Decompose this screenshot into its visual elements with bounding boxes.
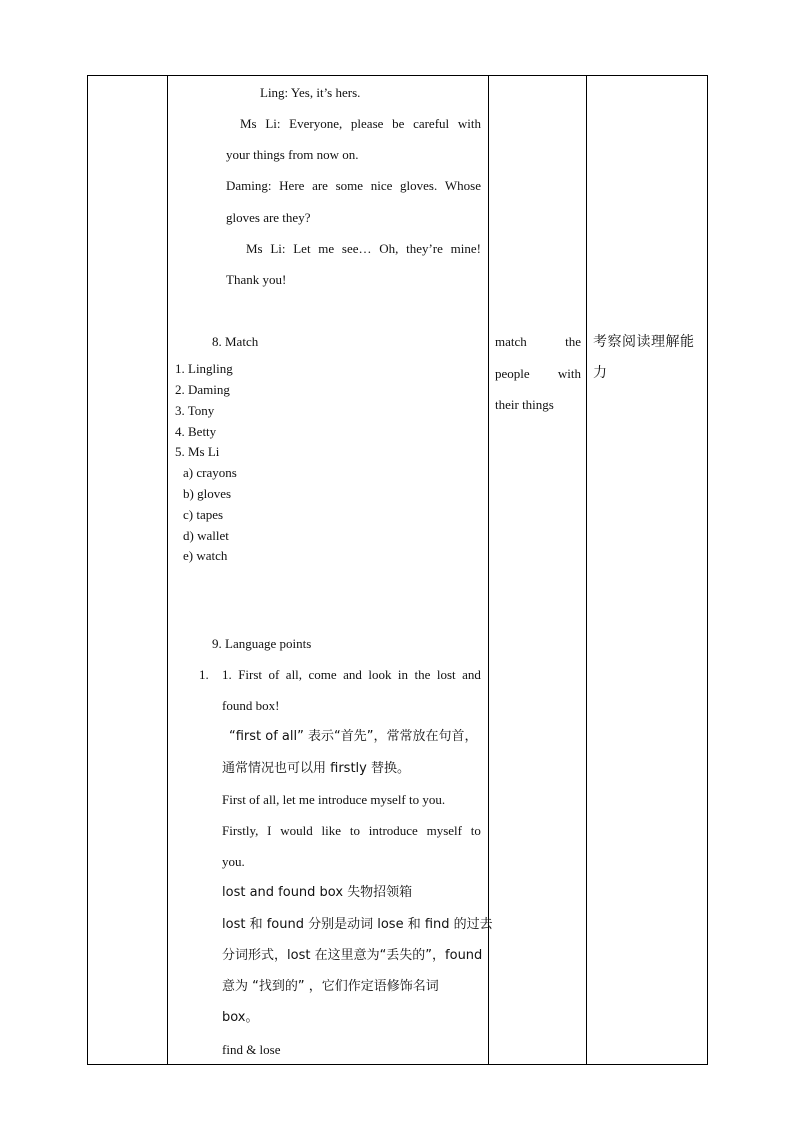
word: and bbox=[462, 667, 481, 682]
explanation-first-of-all-cont: 通常情况也可以用 firstly 替换。 bbox=[222, 761, 410, 776]
word: Whose bbox=[444, 178, 481, 193]
explanation-lost-found: lost 和 found 分别是动词 lose 和 find 的过去 bbox=[222, 917, 493, 932]
list-item: b) gloves bbox=[183, 486, 232, 501]
word: Everyone, bbox=[289, 116, 343, 131]
word: people bbox=[495, 366, 530, 381]
dialogue-line-ling: Ling: Yes, it’s hers. bbox=[260, 85, 361, 100]
word: to bbox=[349, 823, 360, 838]
teaching-content-cell bbox=[168, 76, 493, 1065]
list-item: 2. Daming bbox=[175, 382, 230, 397]
word: Li: bbox=[270, 241, 286, 256]
word: lost bbox=[436, 667, 456, 682]
word: in bbox=[397, 667, 409, 682]
word: Let bbox=[293, 241, 311, 256]
word: myself bbox=[426, 823, 462, 838]
list-item: 1. Lingling bbox=[175, 361, 233, 376]
language-point-number: 1. bbox=[199, 667, 209, 682]
word: please bbox=[350, 116, 384, 131]
lesson-plan-table bbox=[87, 75, 708, 1065]
design-purpose-cell bbox=[587, 76, 708, 1065]
word: look bbox=[368, 667, 392, 682]
word: all, bbox=[285, 667, 303, 682]
student-activity-cell bbox=[489, 76, 587, 1065]
word: I bbox=[267, 823, 272, 838]
find-and-lose: find & lose bbox=[222, 1042, 281, 1057]
word: mine! bbox=[450, 241, 481, 256]
word: be bbox=[392, 116, 405, 131]
list-item: a) crayons bbox=[183, 465, 237, 480]
list-item: d) wallet bbox=[183, 528, 229, 543]
lost-and-found-phrase: lost and found box 失物招领箱 bbox=[222, 885, 413, 900]
dialogue-line-daming bbox=[226, 178, 481, 194]
language-point-sentence bbox=[222, 667, 481, 683]
word: the bbox=[414, 667, 431, 682]
example-sentence-2 bbox=[222, 823, 481, 839]
word: Li: bbox=[265, 116, 281, 131]
word: would bbox=[280, 823, 313, 838]
step-cell bbox=[88, 76, 168, 1065]
word: First bbox=[238, 667, 263, 682]
dialogue-line-daming-cont: gloves are they? bbox=[226, 210, 311, 225]
list-item: 4. Betty bbox=[175, 424, 217, 439]
list-item: 5. Ms Li bbox=[175, 444, 220, 459]
table-row bbox=[88, 76, 708, 1065]
word: 1. bbox=[222, 667, 232, 682]
language-points-heading: 9. Language points bbox=[212, 636, 312, 651]
explanation-lost-found-cont-2: 意为 “找到的” ，它们作定语修饰名词 bbox=[222, 979, 439, 994]
word: match bbox=[495, 334, 527, 349]
word: some bbox=[335, 178, 364, 193]
word: of bbox=[268, 667, 280, 682]
word: me bbox=[318, 241, 335, 256]
dialogue-line-msli-2-cont: Thank you! bbox=[226, 272, 287, 287]
list-item: 3. Tony bbox=[175, 403, 215, 418]
explanation-lost-found-cont-3: box。 bbox=[222, 1010, 259, 1025]
activity-line-1 bbox=[495, 334, 581, 350]
word: Here bbox=[279, 178, 305, 193]
match-heading: 8. Match bbox=[212, 334, 259, 349]
word: careful bbox=[413, 116, 450, 131]
word: with bbox=[557, 366, 581, 381]
word: come bbox=[308, 667, 337, 682]
word: Oh, bbox=[379, 241, 399, 256]
word: see… bbox=[341, 241, 372, 256]
purpose-line-2: 力 bbox=[593, 365, 608, 381]
dialogue-line-msli-2 bbox=[246, 241, 481, 257]
word: Daming: bbox=[226, 178, 272, 193]
example-sentence-2-cont: you. bbox=[222, 854, 245, 869]
word: to bbox=[470, 823, 481, 838]
dialogue-line-msli-1 bbox=[240, 116, 481, 132]
word: are bbox=[312, 178, 328, 193]
activity-line-2 bbox=[495, 366, 581, 382]
word: the bbox=[565, 334, 581, 349]
word: with bbox=[457, 116, 481, 131]
list-item: e) watch bbox=[183, 548, 228, 563]
explanation-first-of-all: “first of all” 表示“首先”，常常放在句首， bbox=[229, 729, 478, 744]
word: and bbox=[343, 667, 362, 682]
list-item: c) tapes bbox=[183, 507, 224, 522]
word: Ms bbox=[240, 116, 257, 131]
word: Firstly, bbox=[222, 823, 259, 838]
dialogue-line-msli-1-cont: your things from now on. bbox=[226, 147, 359, 162]
explanation-lost-found-cont: 分词形式，lost 在这里意为“丢失的”，found bbox=[222, 948, 483, 963]
word: gloves. bbox=[400, 178, 438, 193]
purpose-line-1: 考察阅读理解能 bbox=[593, 334, 695, 350]
example-sentence-1: First of all, let me introduce myself to you. bbox=[222, 792, 446, 807]
word: Ms bbox=[246, 241, 263, 256]
word: introduce bbox=[368, 823, 418, 838]
word: like bbox=[321, 823, 342, 838]
activity-line-3: their things bbox=[495, 397, 554, 412]
word: nice bbox=[370, 178, 393, 193]
language-point-sentence-cont: found box! bbox=[222, 698, 280, 713]
word: they’re bbox=[406, 241, 443, 256]
